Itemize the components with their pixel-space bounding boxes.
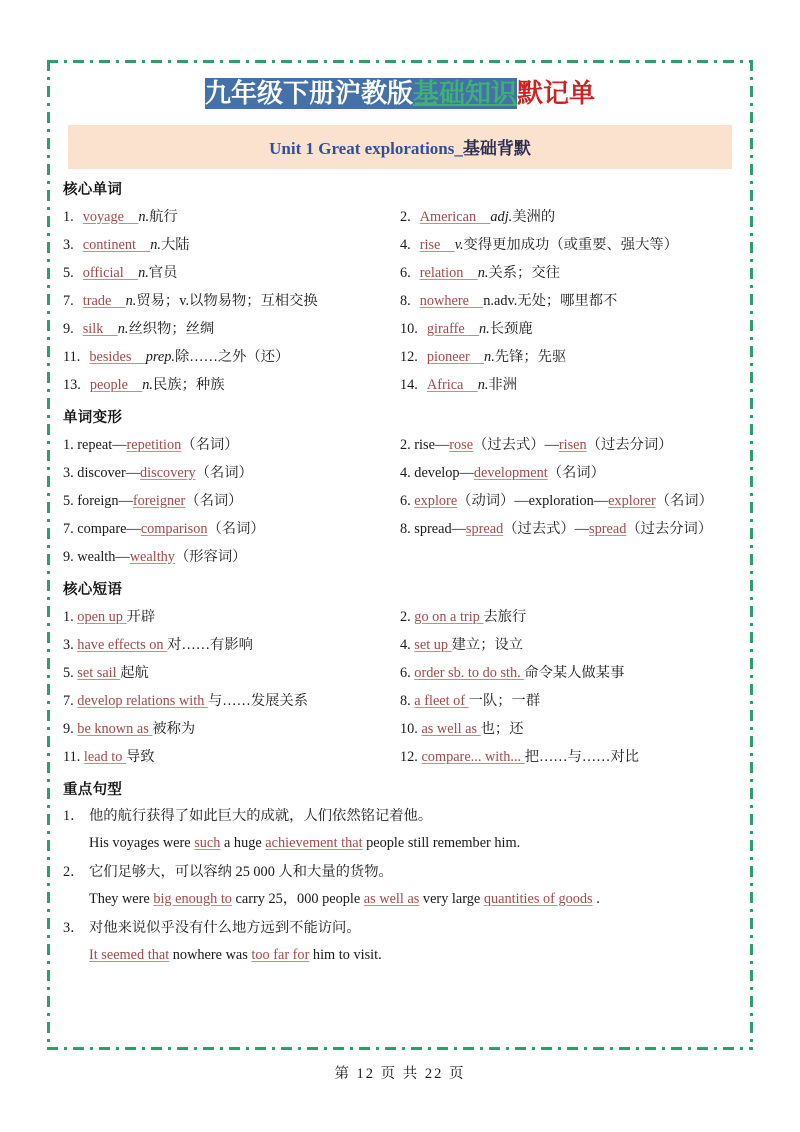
core-phrase-text: open up [77,608,127,625]
core-phrase-meaning: 开辟 [126,608,156,625]
word-form-derived: wealthy [129,548,175,565]
border-top [47,60,753,63]
word-form-tag: （动词） [457,492,515,509]
core-word-item [63,259,400,287]
word-form-tag: （名词） [185,492,243,509]
core-word-blank: trade [82,292,126,309]
core-word-number: 11. [63,348,81,365]
core-word-number: 2. [400,208,411,225]
word-form-base: wealth— [77,548,130,565]
word-form-number: 9. [63,548,78,565]
core-word-number: 6. [400,264,411,281]
core-word-blank: pioneer [426,348,485,365]
border-bottom [47,1047,753,1050]
word-form-extra: —exploration— [514,492,609,509]
core-word-blank: besides [89,348,146,365]
word-form-derived: comparison [140,520,208,537]
core-word-blank: voyage [82,208,139,225]
word-form-number: 1. [63,436,78,453]
core-word-item [63,343,400,371]
document-content [63,72,737,969]
word-form-item [63,487,400,515]
word-form-tag: （过去式） [473,436,545,453]
core-word-item [400,203,737,231]
key-sentence-blank: achievement that [265,834,363,851]
key-sentence-plain: him to visit. [309,946,382,963]
word-form-base: develop— [414,464,474,481]
core-word-number: 4. [400,236,411,253]
word-form-tag: （名词） [207,520,265,537]
key-sentence-english [63,886,737,913]
word-form-derived-2: spread [589,520,627,537]
key-sentence-item [63,915,737,969]
core-phrase-number: 2. [400,608,415,625]
word-form-item [63,515,400,543]
page-footer: 第 12 页 共 22 页 [334,1066,466,1082]
key-sentence-plain: very large [419,890,484,907]
key-sentence-english [63,942,737,969]
core-word-number: 1. [63,208,74,225]
unit-banner [68,125,732,169]
word-form-derived: rose [449,436,474,453]
word-form-base: discover— [77,464,141,481]
core-word-meaning: 大陆 [160,236,190,253]
core-word-item [63,287,400,315]
core-phrase-text: a fleet of [414,692,469,709]
core-phrases-list [63,603,737,771]
word-form-base: rise— [414,436,450,453]
core-word-blank: American [419,208,491,225]
core-word-number: 5. [63,264,74,281]
core-phrase-number: 4. [400,636,415,653]
core-word-meaning: 丝织物；丝绸 [128,320,215,337]
core-phrase-item [400,659,737,687]
core-word-meaning: 官员 [148,264,178,281]
word-form-item [400,487,737,515]
word-form-tag: （名词） [547,464,605,481]
key-sentence-chinese [63,859,737,886]
word-form-base: repeat— [77,436,127,453]
core-phrase-number: 7. [63,692,78,709]
core-word-meaning: 关系；交往 [488,264,560,281]
core-phrase-meaning: 起航 [120,664,149,681]
word-forms-list [63,431,737,571]
core-word-pos: prep. [145,348,175,365]
word-form-tag-2: （过去分词） [626,520,713,537]
core-word-meaning: 除……之外（还） [174,348,290,365]
word-form-item [63,459,400,487]
key-sentence-blank: big enough to [153,890,232,907]
core-phrase-item [400,687,737,715]
word-form-derived: repetition [126,436,182,453]
key-sentence-number: 3． [63,919,85,936]
core-phrase-number: 10. [400,720,422,737]
word-form-derived: discovery [140,464,196,481]
core-word-meaning: 无处；哪里都不 [517,292,618,309]
key-sentence-plain: nowhere was [169,946,252,963]
core-phrase-number: 5. [63,664,78,681]
core-phrase-text: have effects on [77,636,168,653]
core-word-meaning: 航行 [149,208,178,225]
page-title [63,78,737,111]
core-phrase-item [63,687,400,715]
core-phrase-text: develop relations with [77,692,208,709]
core-phrase-item [63,715,400,743]
core-phrase-text: order sb. to do sth. [414,664,525,681]
word-form-tag: （名词） [181,436,239,453]
core-phrase-meaning: 导致 [126,748,155,765]
core-word-blank: silk [82,320,118,337]
word-form-number: 2. [400,436,415,453]
core-phrase-text: compare... with... [421,748,525,765]
word-form-tag: （形容词） [174,548,247,565]
section-heading-key-sentences: 重点句型 [63,781,123,798]
word-form-extra: — [574,520,590,537]
word-form-tag-2: （名词） [655,492,713,509]
core-word-number: 14. [400,376,418,393]
key-sentence-blank: as well as [363,890,420,907]
title-segment-grade: 九年级下册沪教版 [204,79,413,108]
core-phrase-text: be known as [77,720,153,737]
core-word-item [400,259,737,287]
core-word-number: 12. [400,348,418,365]
key-sentence-chinese [63,915,737,942]
core-phrase-item [63,743,400,771]
key-sentence-chinese-text: 它们足够大，可以容纳 25 000 人和大量的货物。 [89,863,393,880]
unit-banner-chinese: 基础背默 [462,138,531,158]
border-right [750,60,753,1050]
core-word-item [63,315,400,343]
core-phrase-text: go on a trip [414,608,484,625]
core-words-list [63,203,737,399]
word-form-number: 4. [400,464,415,481]
core-word-pos: n. [138,208,150,225]
core-phrase-number: 8. [400,692,415,709]
word-form-item [400,431,737,459]
core-word-pos: n.adv. [483,292,518,309]
word-form-derived-2: explorer [608,492,656,509]
core-word-item [63,203,400,231]
core-word-pos: n. [479,320,490,337]
title-segment-recall: 默记单 [517,79,596,108]
core-word-blank: nowhere [419,292,484,309]
core-word-pos: n. [477,264,489,281]
word-form-derived: foreigner [132,492,186,509]
core-phrase-item [63,659,400,687]
key-sentence-plain: a huge [220,834,266,851]
key-sentence-plain: His voyages were [89,834,195,851]
core-word-number: 7. [63,292,74,309]
core-phrase-meaning: 建立；设立 [451,636,524,653]
word-form-item [400,459,737,487]
word-form-item [400,515,737,543]
word-form-derived-2: risen [558,436,587,453]
word-form-number: 5. [63,492,78,509]
core-word-number: 3. [63,236,74,253]
core-word-blank: continent [82,236,151,253]
core-phrase-meaning: 与……发展关系 [207,692,309,709]
core-word-pos: n. [138,264,149,281]
core-phrase-meaning: 一队；一群 [468,692,541,709]
core-phrase-meaning: 去旅行 [483,608,527,625]
key-sentence-blank: It seemed that [89,946,170,963]
title-segment-basics: 基础知识 [412,79,517,108]
word-form-tag: （名词） [195,464,253,481]
core-phrase-number: 1. [63,608,78,625]
key-sentence-plain: They were [89,890,154,907]
core-word-blank: relation [419,264,478,281]
word-form-number: 6. [400,492,415,509]
section-heading-core-phrases: 核心短语 [63,581,123,598]
word-form-base: compare— [77,520,141,537]
core-word-number: 13. [63,376,81,393]
core-word-pos: n. [484,348,495,365]
key-sentence-chinese-text: 对他来说似乎没有什么地方远到不能访问。 [89,919,361,936]
core-word-item [400,315,737,343]
core-word-item [400,371,737,399]
key-sentence-english [63,830,737,857]
word-form-base: foreign— [77,492,133,509]
border-left [47,60,50,1050]
core-word-pos: n. [142,376,154,393]
core-word-pos: n. [125,292,137,309]
word-form-derived: development [473,464,548,481]
core-word-number: 8. [400,292,411,309]
key-sentence-item [63,859,737,913]
core-word-pos: n. [477,376,489,393]
core-word-item [400,231,737,259]
key-sentence-chinese-text: 他的航行获得了如此巨大的成就，人们依然铭记着他。 [89,807,433,824]
core-phrase-item [400,743,737,771]
core-word-meaning: 变得更加成功（或重要、强大等） [463,236,678,253]
word-form-number: 7. [63,520,78,537]
core-phrase-item [63,631,400,659]
core-word-blank: official [82,264,139,281]
core-word-blank: rise [419,236,455,253]
core-phrase-meaning: 也；还 [480,720,524,737]
core-phrase-number: 9. [63,720,78,737]
unit-banner-english: Unit 1 Great explorations_ [269,138,463,158]
core-word-item [400,343,737,371]
core-phrase-number: 11. [63,748,84,765]
core-phrase-item [400,603,737,631]
core-word-pos: n. [150,236,161,253]
core-word-meaning: 贸易；v.以物易物；互相交换 [136,292,318,309]
key-sentence-item [63,803,737,857]
word-form-tag-2: （过去分词） [586,436,673,453]
word-form-base: spread— [414,520,466,537]
section-heading-core-words: 核心单词 [63,181,123,198]
core-phrase-meaning: 被称为 [152,720,196,737]
core-phrase-item [400,715,737,743]
word-form-derived: explore [414,492,458,509]
word-form-derived: spread [465,520,504,537]
key-sentence-blank: too far for [251,946,310,963]
core-phrase-text: set sail [77,664,121,681]
core-phrase-meaning: 命令某人做某事 [524,664,625,681]
key-sentence-number: 1． [63,807,85,824]
core-word-pos: v. [454,236,464,253]
key-sentence-plain: people still remember him. [362,834,521,851]
core-word-blank: giraffe [426,320,480,337]
word-form-item [63,543,737,571]
key-sentence-blank: quantities of goods [483,890,593,907]
core-phrase-item [63,603,400,631]
core-word-pos: adj. [490,208,513,225]
core-word-blank: people [89,376,143,393]
core-phrase-text: as well as [421,720,481,737]
core-word-meaning: 美洲的 [512,208,556,225]
core-word-meaning: 长颈鹿 [489,320,533,337]
word-form-item [63,431,400,459]
word-form-number: 3. [63,464,78,481]
key-sentence-number: 2． [63,863,85,880]
core-phrase-meaning: 把……与……对比 [524,748,640,765]
core-phrase-number: 12. [400,748,422,765]
core-phrase-text: lead to [83,748,127,765]
section-heading-word-forms: 单词变形 [63,409,123,426]
core-word-item [63,231,400,259]
core-word-number: 9. [63,320,74,337]
key-sentence-plain: carry 25，000 people [231,890,364,907]
core-phrase-text: set up [414,636,452,653]
core-phrase-number: 6. [400,664,415,681]
word-form-extra: — [544,436,559,453]
key-sentences-list [63,803,737,969]
core-phrase-item [400,631,737,659]
core-phrase-meaning: 对……有影响 [167,636,253,653]
core-word-meaning: 民族；种族 [153,376,225,393]
core-word-meaning: 先锋；先驱 [494,348,567,365]
core-word-pos: n. [117,320,129,337]
core-word-item [63,371,400,399]
core-phrase-number: 3. [63,636,78,653]
core-word-item [400,287,737,315]
core-word-number: 10. [400,320,418,337]
key-sentence-plain: . [592,890,600,907]
key-sentence-blank: such [194,834,221,851]
core-word-blank: Africa [426,376,478,393]
core-word-meaning: 非洲 [488,376,518,393]
word-form-number: 8. [400,520,415,537]
word-form-tag: （过去式） [503,520,575,537]
key-sentence-chinese [63,803,737,830]
